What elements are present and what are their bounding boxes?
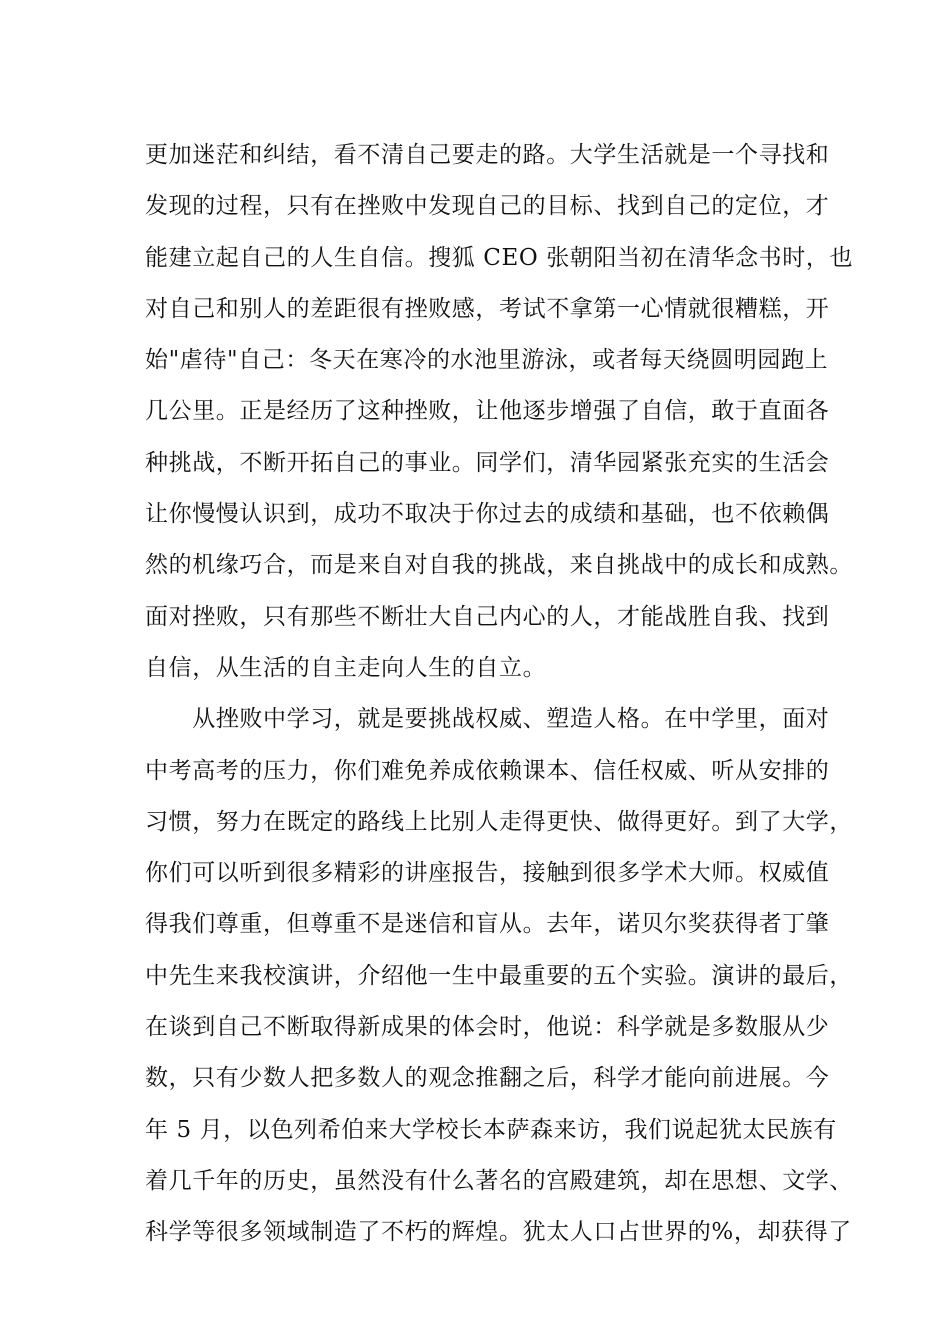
text-line: 年 5 月，以色列希伯来大学校长本萨森来访，我们说起犹太民族有 — [145, 1116, 837, 1143]
text-line: 科学等很多领域制造了不朽的辉煌。犹太人口占世界的%，却获得了 — [145, 1219, 852, 1246]
text-line: 更加迷茫和纠结，看不清自己要走的路。大学生活就是一个寻找和 — [145, 142, 830, 168]
text-line: 在谈到自己不断取得新成果的体会时，他说：科学就是多数服从少 — [145, 1014, 830, 1041]
text-line: 数，只有少数人把多数人的观念推翻之后，科学才能向前进展。今 — [145, 1065, 830, 1092]
text-line: 对自己和别人的差距很有挫败感，考试不拿第一心情就很糟糕，开 — [145, 295, 830, 322]
text-line: 得我们尊重，但尊重不是迷信和盲从。去年，诺贝尔奖获得者丁肇 — [145, 911, 830, 938]
text-line: 始"虐待"自己：冬天在寒冷的水池里游泳，或者每天绕圆明园跑上 — [145, 347, 829, 374]
text-line: 种挑战，不断开拓自己的事业。同学们，清华园紧张充实的生活会 — [145, 449, 830, 476]
text-line: 从挫败中学习，就是要挑战权威、塑造人格。在中学里，面对 — [145, 706, 830, 733]
text-line: 能建立起自己的人生自信。搜狐 CEO 张朝阳当初在清华念书时，也 — [145, 244, 854, 271]
text-line: 习惯，努力在既定的路线上比别人走得更快、做得更好。到了大学， — [145, 808, 853, 835]
text-line: 让你慢慢认识到，成功不取决于你过去的成绩和基础，也不依赖偶 — [145, 501, 830, 528]
text-line: 着几千年的历史，虽然没有什么著名的宫殿建筑，却在思想、文学、 — [145, 1167, 853, 1194]
text-line: 中考高考的压力，你们难免养成依赖课本、信任权威、听从安排的 — [145, 757, 830, 784]
text-line: 然的机缘巧合，而是来自对自我的挑战，来自挑战中的成长和成熟。 — [145, 552, 853, 579]
text-line: 自信，从生活的自主走向人生的自立。 — [145, 654, 547, 681]
text-line: 中先生来我校演讲，介绍他一生中最重要的五个实验。演讲的最后， — [145, 962, 853, 989]
text-line: 发现的过程，只有在挫败中发现自己的目标、找到自己的定位，才 — [145, 193, 830, 220]
text-line: 几公里。正是经历了这种挫败，让他逐步增强了自信，敢于直面各 — [145, 398, 830, 425]
text-line: 你们可以听到很多精彩的讲座报告，接触到很多学术大师。权威值 — [145, 860, 830, 887]
text-line: 面对挫败，只有那些不断壮大自己内心的人，才能战胜自我、找到 — [145, 603, 830, 630]
body-text — [145, 130, 854, 1259]
